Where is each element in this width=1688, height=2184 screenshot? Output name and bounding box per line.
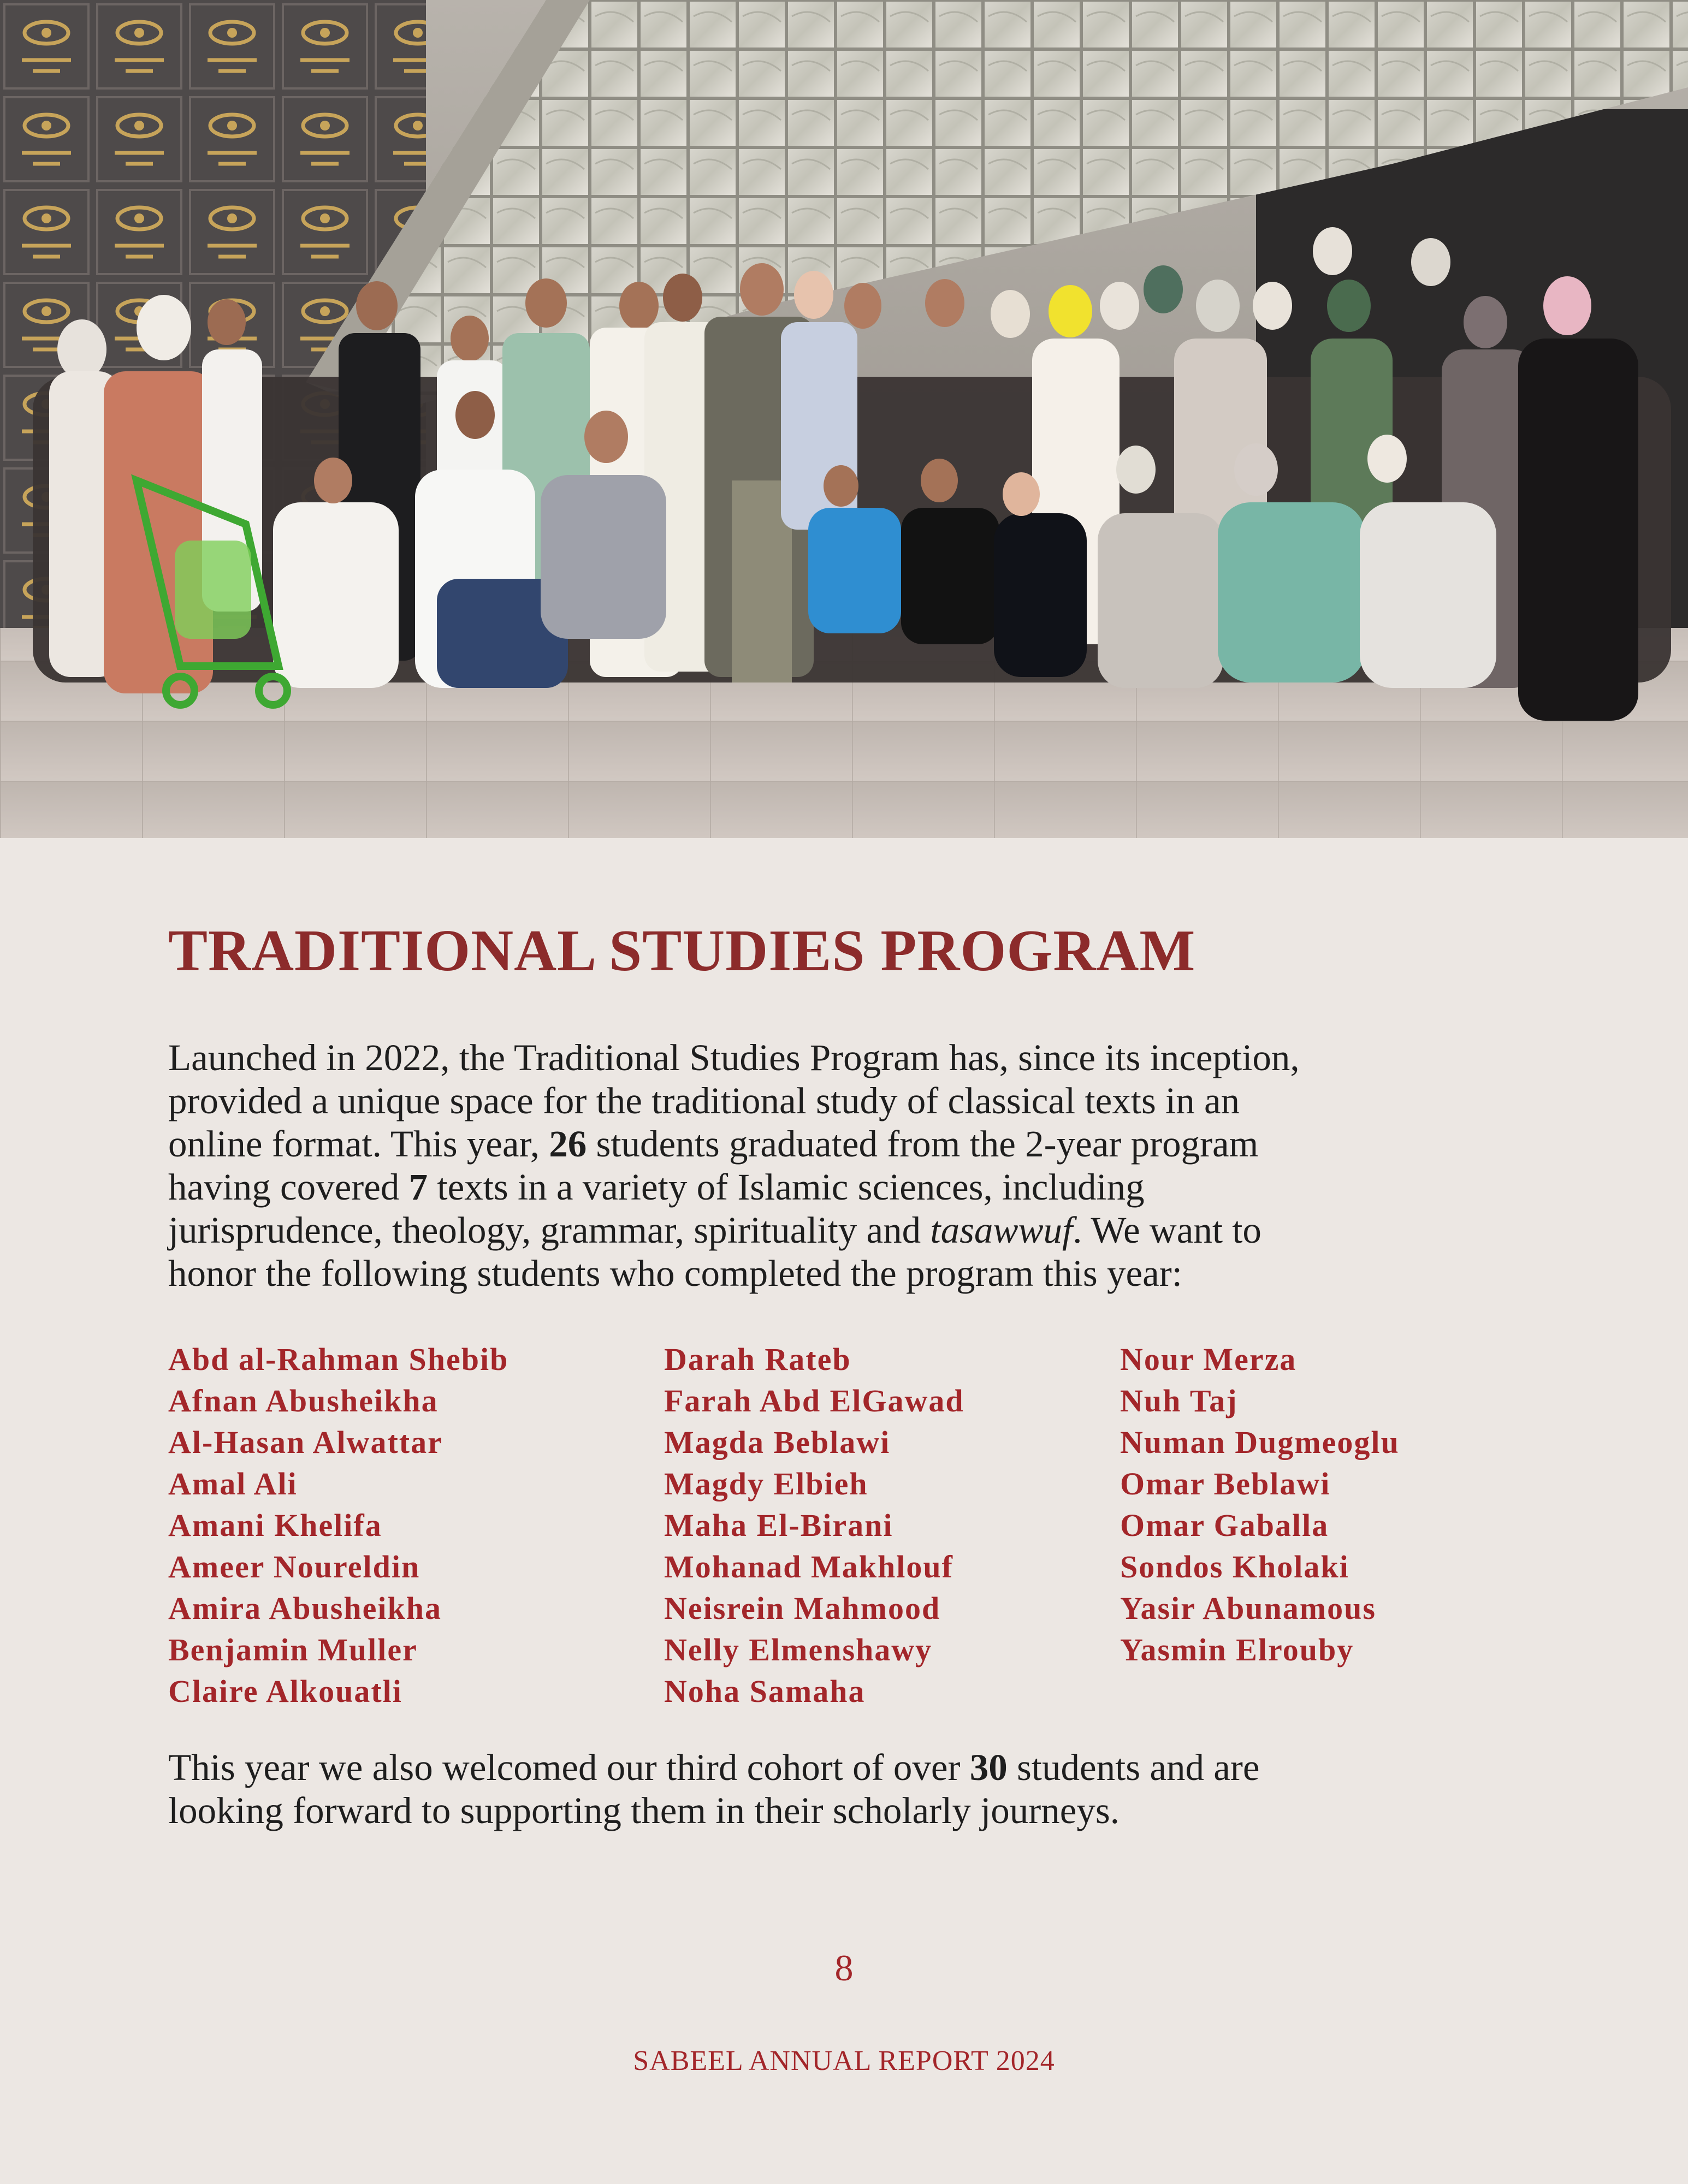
graduate-name: Yasir Abunamous <box>1120 1590 1376 1626</box>
graduate-name: Ameer Noureldin <box>168 1549 420 1584</box>
intro-line: honor the following students who completed the program this year: <box>168 1253 1182 1294</box>
closing-line: looking forward to supporting them in their scholarly journeys. <box>168 1790 1120 1831</box>
graduate-name: Claire Alkouatli <box>168 1673 402 1709</box>
graduate-name: Magda Beblawi <box>664 1425 891 1460</box>
graduate-name: Omar Beblawi <box>1120 1466 1331 1502</box>
page-title: TRADITIONAL STUDIES PROGRAM <box>168 918 1196 983</box>
intro-line: jurisprudence, theology, grammar, spirituality and tasawwuf. We want to <box>168 1209 1261 1251</box>
intro-line: online format. This year, 26 students graduated from the 2-year program <box>168 1123 1259 1165</box>
graduate-name: Abd al-Rahman Shebib <box>168 1342 509 1377</box>
graduate-count: 26 <box>549 1123 587 1165</box>
graduate-name: Magdy Elbieh <box>664 1466 868 1502</box>
graduate-name: Nelly Elmenshawy <box>664 1632 933 1667</box>
text-count: 7 <box>408 1166 428 1208</box>
graduate-name: Amani Khelifa <box>168 1508 382 1543</box>
graduate-name: Farah Abd ElGawad <box>664 1383 964 1419</box>
graduate-column-2 <box>664 1339 964 1712</box>
intro-line: provided a unique space for the traditional study of classical texts in an <box>168 1080 1240 1121</box>
graduate-name: Noha Samaha <box>664 1673 866 1709</box>
cohort-count: 30 <box>969 1747 1008 1788</box>
intro-line: Launched in 2022, the Traditional Studies Program has, since its inception, <box>168 1037 1300 1078</box>
intro-line: having covered 7 texts in a variety of Islamic sciences, including <box>168 1166 1145 1208</box>
graduate-name: Mohanad Makhlouf <box>664 1549 953 1584</box>
graduate-name: Sondos Kholaki <box>1120 1549 1349 1584</box>
closing-paragraph <box>168 1746 1533 1832</box>
graduate-name: Amira Abusheikha <box>168 1590 442 1626</box>
closing-line: This year we also welcomed our third cohort of over 30 students and are <box>168 1747 1260 1788</box>
graduate-name: Yasmin Elrouby <box>1120 1632 1354 1667</box>
graduate-name: Omar Gaballa <box>1120 1508 1329 1543</box>
page-number: 8 <box>834 1947 854 1989</box>
term-tasawwuf: tasawwuf <box>930 1209 1073 1251</box>
graduate-name: Amal Ali <box>168 1466 298 1502</box>
report-footer: SABEEL ANNUAL REPORT 2024 <box>633 2045 1055 2076</box>
graduate-column-3 <box>1120 1339 1400 1671</box>
graduate-name: Neisrein Mahmood <box>664 1590 941 1626</box>
graduate-name: Darah Rateb <box>664 1342 851 1377</box>
graduate-name: Al-Hasan Alwattar <box>168 1425 443 1460</box>
graduate-name: Numan Dugmeoglu <box>1120 1425 1400 1460</box>
graduate-name: Nour Merza <box>1120 1342 1297 1377</box>
intro-paragraph <box>168 1036 1533 1295</box>
graduate-name: Nuh Taj <box>1120 1383 1238 1419</box>
graduate-name: Maha El-Birani <box>664 1508 893 1543</box>
hero-photo <box>0 0 1688 838</box>
graduate-column-1 <box>168 1339 508 1712</box>
graduate-list <box>168 1339 1533 1721</box>
graduate-name: Afnan Abusheikha <box>168 1383 439 1419</box>
graduate-name: Benjamin Muller <box>168 1632 418 1667</box>
